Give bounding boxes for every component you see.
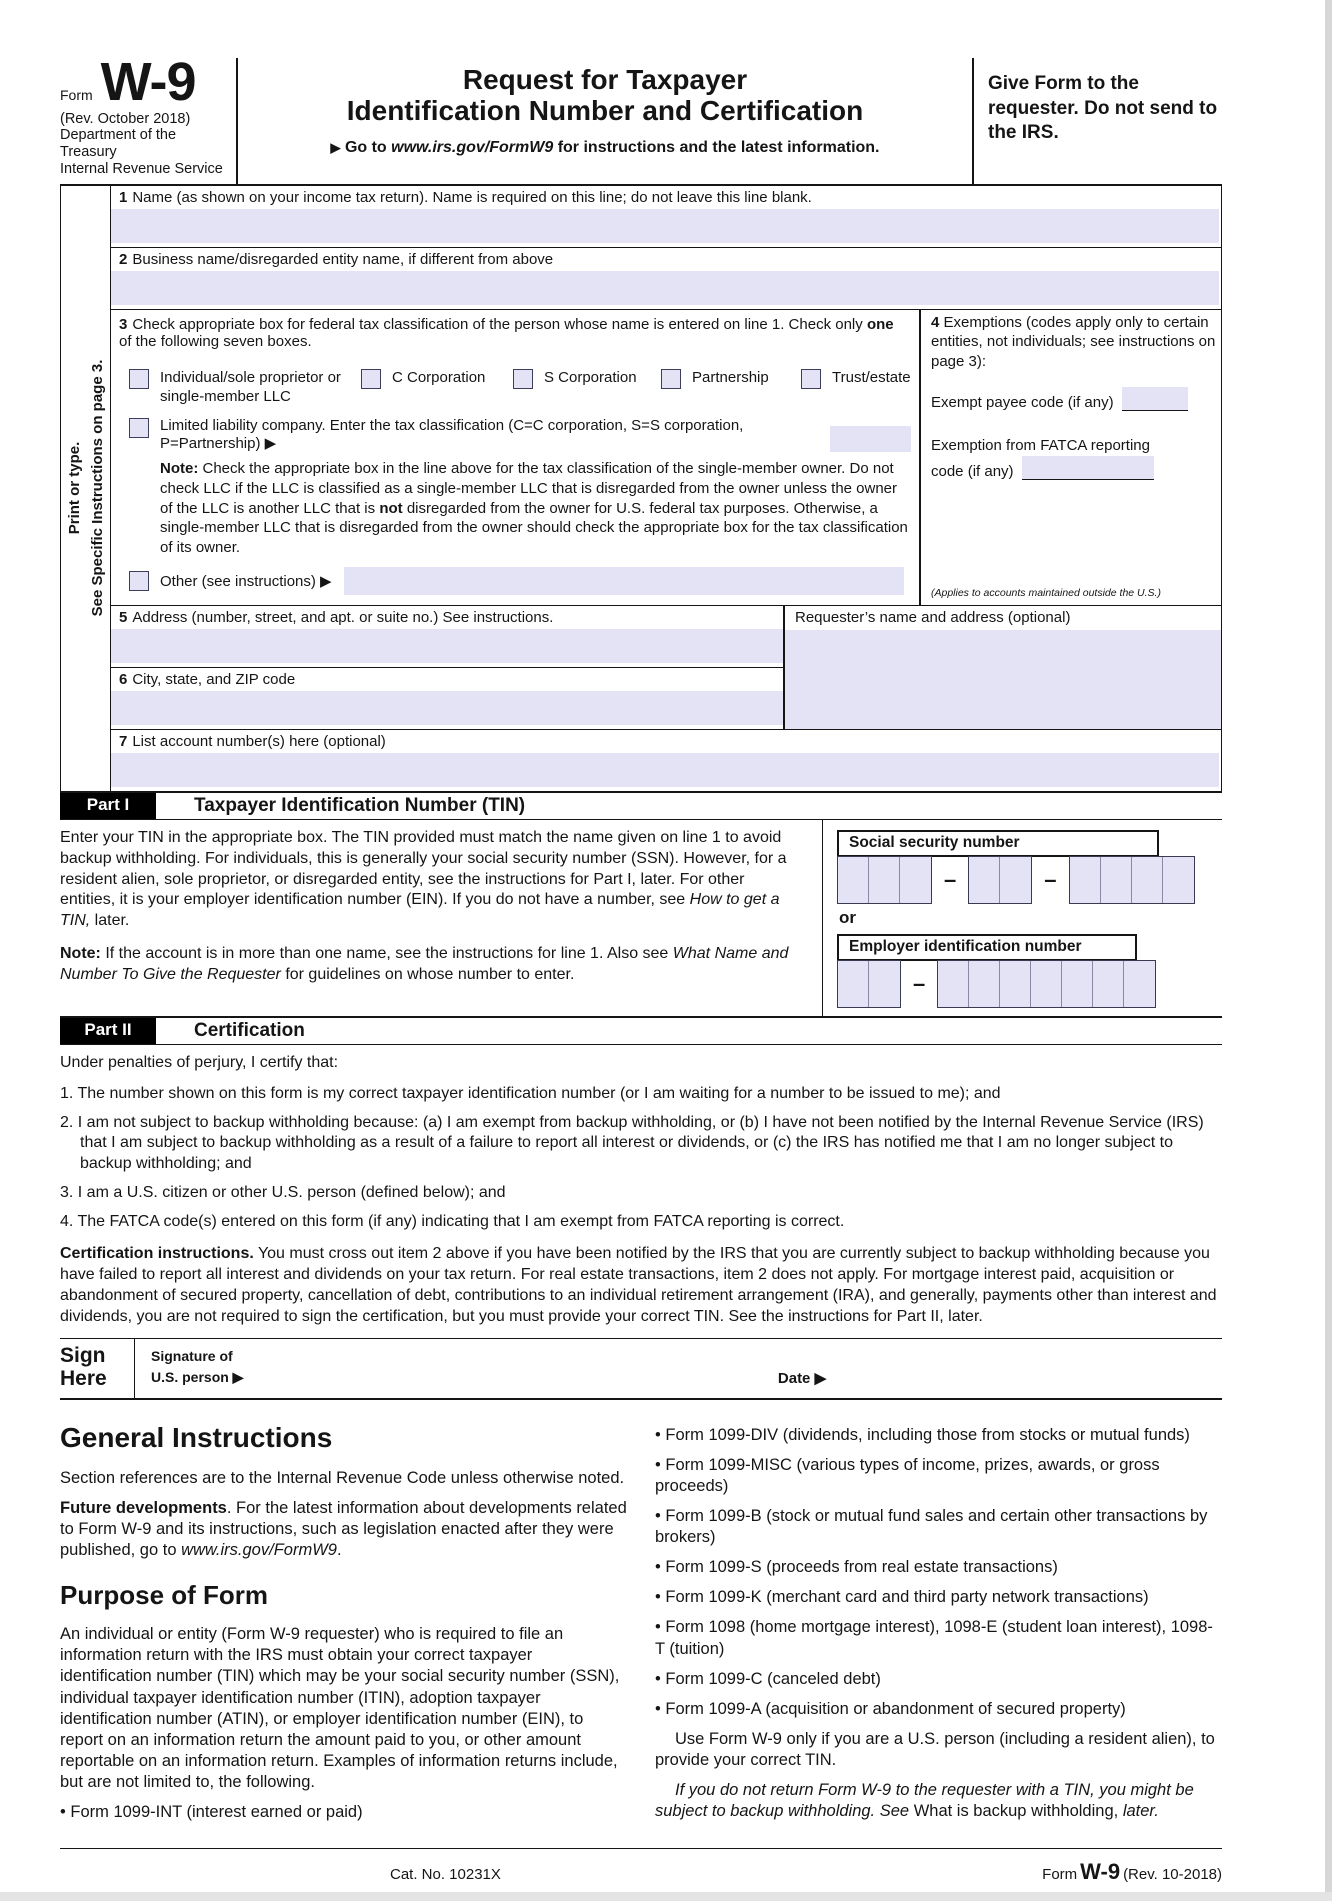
cert-item-2: 2. I am not subject to backup withholding because: (a) I am exempt from backup withholding, or (b) I have not been notified by the Internal Revenue Service (IRS) that I am subject to backup withholding as a result of a failure to report all interest or dividends, or (c) the IRS has notified me that I am no longer subject to backup withholding; and (60, 1113, 1204, 1173)
sign-divider (134, 1339, 135, 1398)
part1-title: Taxpayer Identification Number (TIN) (194, 794, 526, 816)
signature-input[interactable] (243, 1339, 777, 1398)
page-footer (60, 1848, 1222, 1885)
form-fields-section (60, 186, 1222, 791)
scan-edge-bottom (0, 1892, 1332, 1901)
print-or-type-label: Print or type. See Specific Instructions on page 3. (65, 360, 106, 617)
bullet-1099-a: • Form 1099-A (acquisition or abandonment of secured property) (655, 1699, 1126, 1718)
option-partnership: Partnership (661, 368, 801, 389)
address-input[interactable] (111, 629, 783, 663)
option-c-corporation: C Corporation (361, 368, 513, 389)
city-input[interactable] (111, 691, 783, 725)
ssn-cell[interactable] (900, 857, 931, 903)
ein-dash: – (913, 970, 926, 996)
other-checkbox[interactable] (129, 571, 149, 591)
irs-url: www.irs.gov/FormW9 (391, 138, 554, 156)
date-label: Date ▶ (777, 1369, 827, 1387)
purpose-paragraph: An individual or entity (Form W-9 requester) who is required to file an information return with the IRS must obtain your correct taxpayer identification number (TIN) which may be your social security number (SSN), individual taxpayer identification number (ITIN), adoption taxpayer identification number (ATIN), or employer identification number (EIN), to report on an information return the amount paid to you, or other amount reportable on an information return. Examples of information returns include, but are not limited to, the following. (60, 1625, 620, 1791)
sign-here-label: Sign Here (60, 1343, 107, 1391)
ssn-cell[interactable] (1070, 857, 1101, 903)
backup-withholding-warning: If you do not return Form W-9 to the requester with a TIN, you might be subject to backup withholding. See What is backup withholding, later. (655, 1781, 1194, 1821)
form-number: W-9 (100, 52, 196, 112)
ein-cell[interactable] (1000, 961, 1031, 1007)
other-input[interactable] (344, 567, 904, 595)
c-corporation-checkbox[interactable] (361, 369, 381, 389)
ssn-dash: – (1044, 866, 1057, 892)
footer-form-id: Form W-9 (Rev. 10-2018) (1042, 1859, 1222, 1885)
option-s-corporation: S Corporation (513, 368, 661, 389)
field-row-city (111, 668, 783, 725)
s-corporation-checkbox[interactable] (513, 369, 533, 389)
scan-edge-right (1325, 0, 1332, 1901)
revision-date: (Rev. October 2018) (60, 110, 191, 127)
requester-label: Requester’s name and address (optional) (795, 608, 1071, 626)
form-word: Form (60, 87, 93, 103)
part1-section (60, 791, 1222, 1016)
cert-item-3: 3. I am a U.S. citizen or other U.S. person (defined below); and (60, 1183, 506, 1201)
bullet-1099-misc: • Form 1099-MISC (various types of income, prizes, awards, or gross proceeds) (655, 1455, 1160, 1495)
exemptions-label: 4 Exemptions (codes apply only to certain entities, not individuals; see instructions on page 3): (931, 313, 1216, 370)
use-w9-paragraph: Use Form W-9 only if you are a U.S. person (including a resident alien), to provide your correct TIN. (655, 1729, 1215, 1769)
side-instruction-strip (61, 186, 111, 791)
field-row-address (111, 606, 783, 668)
part2-title: Certification (194, 1019, 305, 1041)
part1-badge: Part I (60, 793, 156, 819)
name-input[interactable] (111, 209, 1219, 243)
individual-checkbox[interactable] (129, 369, 149, 389)
general-instructions-title: General Instructions (60, 1421, 333, 1453)
ein-label: Employer identification number (837, 934, 1137, 961)
exempt-payee-input[interactable] (1122, 387, 1188, 411)
or-label: or (839, 907, 856, 927)
tin-entry-column (822, 820, 1222, 1016)
business-name-input[interactable] (111, 271, 1219, 305)
signature-label: Signature of U.S. person ▶ (151, 1347, 244, 1386)
ein-cell[interactable] (1124, 961, 1155, 1007)
field-row-account-numbers (111, 730, 1221, 791)
business-name-label: 2 Business name/disregarded entity name, if different from above (119, 250, 554, 268)
future-developments: Future developments. For the latest information about developments related to Form W-9 and its instructions, such as legislation enacted after they were published, go to www.irs.gov/FormW9. (60, 1498, 627, 1559)
service-line: Internal Revenue Service (60, 160, 223, 177)
arrow-icon: ▶ (330, 139, 341, 155)
ssn-label: Social security number (837, 830, 1159, 857)
field-row-classification (111, 310, 1221, 606)
field-row-business-name (111, 248, 1221, 310)
bullet-1099-int: • Form 1099-INT (interest earned or paid) (60, 1803, 363, 1822)
option-individual: Individual/sole proprietor or single-member LLC (129, 368, 361, 407)
form-header (60, 52, 1222, 186)
classification-label: 3 Check appropriate box for federal tax classification of the person whose name is entered on line 1. Check only one of the following seven boxes. (119, 315, 894, 350)
ein-cell[interactable] (1031, 961, 1062, 1007)
form-title: Request for Taxpayer Identification Number and Certification (346, 64, 864, 127)
ein-cell[interactable] (969, 961, 1000, 1007)
form-id-block (60, 52, 238, 184)
requester-box (783, 606, 1221, 729)
bullet-1099-div: • Form 1099-DIV (dividends, including those from stocks or mutual funds) (655, 1425, 1190, 1444)
ein-cell[interactable] (938, 961, 969, 1007)
ssn-cell[interactable] (869, 857, 900, 903)
fatca-label-line1: Exemption from FATCA reporting (931, 437, 1150, 455)
part2-badge: Part II (60, 1018, 156, 1044)
department-line: Department of the Treasury (60, 126, 177, 160)
account-numbers-label: 7 List account number(s) here (optional) (119, 732, 386, 750)
option-trust-estate: Trust/estate (801, 368, 911, 389)
section-references: Section references are to the Internal Revenue Code unless otherwise noted. (60, 1468, 625, 1487)
ssn-dash: – (944, 866, 957, 892)
llc-checkbox[interactable] (129, 418, 149, 438)
ein-cell[interactable] (1062, 961, 1093, 1007)
ssn-cell[interactable] (1132, 857, 1163, 903)
llc-classification-input[interactable] (830, 426, 911, 452)
ssn-cells (837, 856, 1222, 904)
bullet-1099-s: • Form 1099-S (proceeds from real estate transactions) (655, 1558, 1058, 1577)
fatca-code-input[interactable] (1022, 456, 1154, 480)
fatca-row: code (if any) (931, 456, 1217, 480)
bullet-1099-b: • Form 1099-B (stock or mutual fund sales and certain other transactions by brokers) (655, 1507, 1208, 1547)
certification-text (60, 1045, 1222, 1328)
name-label: 1 Name (as shown on your income tax return). Name is required on this line; do not leave this line blank. (119, 188, 812, 206)
ssn-cell[interactable] (1101, 857, 1132, 903)
cert-item-1: 1. The number shown on this form is my correct taxpayer identification number (or I am waiting for a number to be issued to me); and (60, 1084, 1001, 1102)
title-block (238, 58, 972, 184)
option-other: Other (see instructions) ▶ (129, 567, 911, 595)
part2-section (60, 1016, 1222, 1400)
field-row-address-requester (111, 606, 1221, 730)
ein-cell[interactable] (869, 961, 900, 1007)
requester-input[interactable] (785, 630, 1221, 729)
instructions-right-column (655, 1416, 1222, 1833)
give-form-note: Give Form to the requester. Do not send to the IRS. (972, 58, 1222, 184)
catalog-number: Cat. No. 10231X (390, 1866, 501, 1884)
goto-instruction: ▶ Go to www.irs.gov/FormW9 for instructions and the latest information. (330, 138, 880, 156)
general-instructions-section (60, 1400, 1222, 1833)
instructions-left-column (60, 1416, 627, 1833)
ein-cell[interactable] (1093, 961, 1124, 1007)
trust-estate-checkbox[interactable] (801, 369, 821, 389)
account-numbers-input[interactable] (111, 753, 1219, 787)
exemptions-column (921, 310, 1221, 605)
perjury-intro: Under penalties of perjury, I certify that: (60, 1053, 339, 1071)
purpose-of-form-title: Purpose of Form (60, 1579, 269, 1610)
date-input[interactable] (826, 1339, 1222, 1398)
address-label: 5 Address (number, street, and apt. or suite no.) See instructions. (119, 608, 554, 626)
applies-note: (Applies to accounts maintained outside the U.S.) (931, 586, 1161, 599)
tin-instructions: Enter your TIN in the appropriate box. The TIN provided must match the name given on line 1 to avoid backup withholding. For individuals, this is generally your social security number (SSN). However, for a resident alien, sole proprietor, or disregarded entity, see the instructions for Part I, later. For other entities, it is your employer identification number (EIN). If you do not have a number, see How to get a TIN, later. Note: If the account is in more than one name, see the instructions for line 1. Also see What Name and Number To Give the Requester for guidelines on whose number to enter. (60, 828, 789, 983)
certification-instructions: Certification instructions. You must cross out item 2 above if you have been notified by the IRS that you are currently subject to backup withholding because you have failed to report all interest and dividends on your tax return. For real estate transactions, item 2 does not apply. For mortgage interest paid, acquisition or abandonment of secured property, cancellation of debt, contributions to an individual retirement arrangement (IRA), and generally, payments other than interest and dividends, you are not required to sign the certification, but you must provide your correct TIN. See the instructions for Part II, later. (60, 1245, 1217, 1325)
option-llc: Limited liability company. Enter the tax classification (C=C corporation, S=S corporation, P=Partnership) ▶ (129, 417, 911, 452)
ssn-cell[interactable] (1163, 857, 1194, 903)
cert-item-4: 4. The FATCA code(s) entered on this form (if any) indicating that I am exempt from FATCA reporting is correct. (60, 1212, 845, 1230)
sign-here-row (60, 1338, 1222, 1400)
ssn-cell[interactable] (838, 857, 869, 903)
exempt-payee-row: Exempt payee code (if any) (931, 387, 1217, 411)
field-row-name (111, 186, 1221, 248)
ein-cells (837, 960, 1222, 1008)
llc-note: Note: Check the appropriate box in the line above for the tax classification of the single-member owner. Do not check LLC if the LLC is classified as a single-member LLC that is disregarded from the owner unless the owner of the LLC is another LLC that is not disregarded from the owner for U.S. federal tax purposes. Otherwise, a single-member LLC that is disregarded from the owner should check the appropriate box for the tax classification of its owner. (160, 459, 908, 557)
city-label: 6 City, state, and ZIP code (119, 670, 296, 688)
bullet-1098: • Form 1098 (home mortgage interest), 1098-E (student loan interest), 1098-T (tuition) (655, 1618, 1213, 1658)
ssn-cell[interactable] (1000, 857, 1031, 903)
ein-cell[interactable] (838, 961, 869, 1007)
bullet-1099-k: • Form 1099-K (merchant card and third party network transactions) (655, 1588, 1149, 1607)
partnership-checkbox[interactable] (661, 369, 681, 389)
ssn-cell[interactable] (969, 857, 1000, 903)
bullet-1099-c: • Form 1099-C (canceled debt) (655, 1669, 881, 1688)
